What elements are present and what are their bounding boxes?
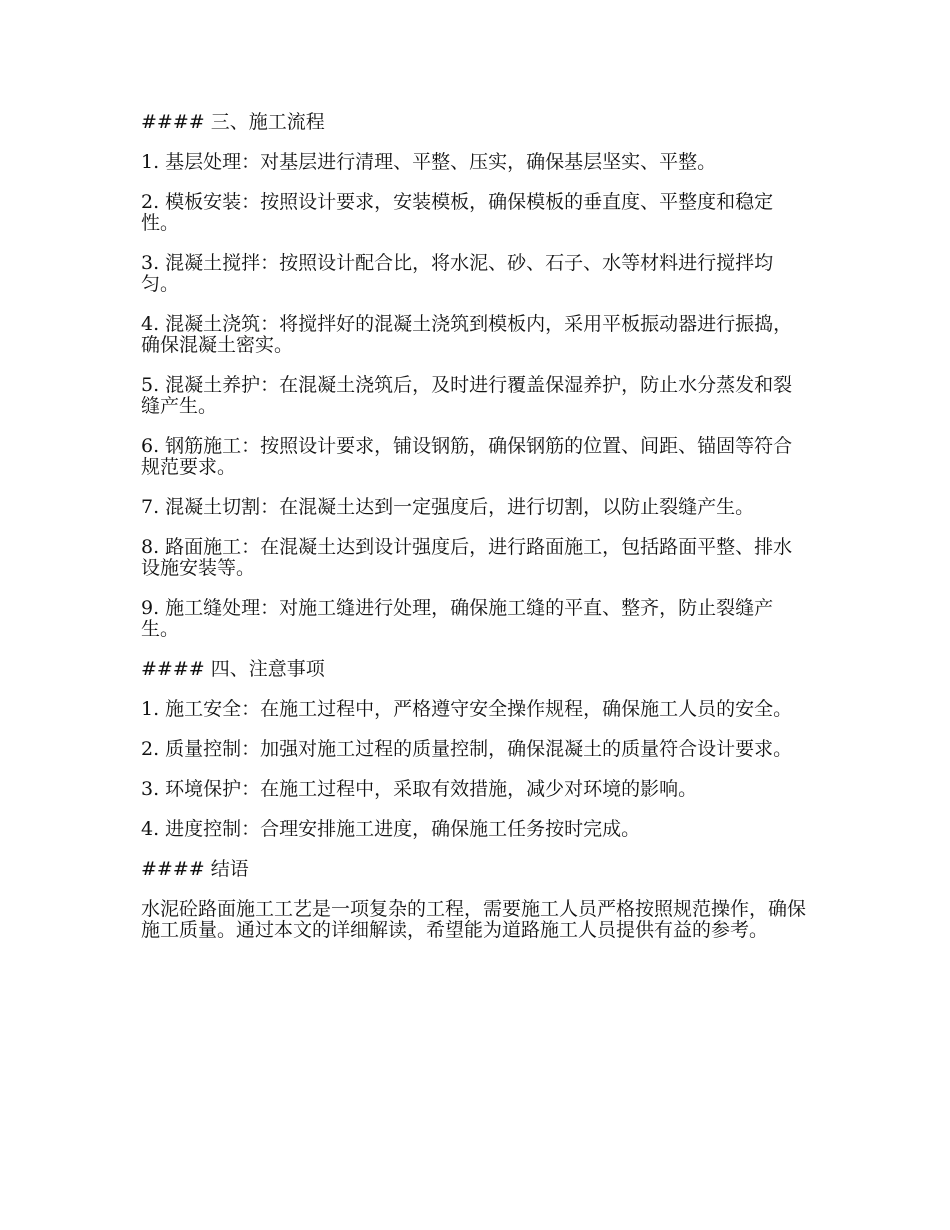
list-item-construction-safety: 1. 施工安全：在施工过程中，严格遵守安全操作规程，确保施工人员的安全。	[141, 698, 793, 720]
section-heading-construction-process: #### 三、施工流程	[141, 111, 325, 133]
section-heading-precautions: #### 四、注意事项	[141, 658, 325, 680]
list-item-pavement-construction: 8. 路面施工：在混凝土达到设计强度后，进行路面施工，包括路面平整、排水设施安装等。	[141, 536, 793, 579]
list-item-concrete-mixing: 3. 混凝土搅拌：按照设计配合比，将水泥、砂、石子、水等材料进行搅拌均匀。	[141, 252, 774, 295]
list-item-concrete-cutting: 7. 混凝土切割：在混凝土达到一定强度后，进行切割，以防止裂缝产生。	[141, 496, 755, 518]
list-item-concrete-curing: 5. 混凝土养护：在混凝土浇筑后，及时进行覆盖保湿养护，防止水分蒸发和裂缝产生。	[141, 374, 793, 417]
document-page	[141, 112, 806, 960]
list-item-environmental-protection: 3. 环境保护：在施工过程中，采取有效措施，减少对环境的影响。	[141, 778, 698, 800]
list-item-concrete-pouring: 4. 混凝土浇筑：将搅拌好的混凝土浇筑到模板内，采用平板振动器进行振捣，确保混凝土密实。	[141, 313, 793, 356]
list-item-schedule-control: 4. 进度控制：合理安排施工进度，确保施工任务按时完成。	[141, 818, 641, 840]
list-item-rebar-construction: 6. 钢筋施工：按照设计要求，铺设钢筋，确保钢筋的位置、间距、锚固等符合规范要求。	[141, 435, 793, 478]
list-item-quality-control: 2. 质量控制：加强对施工过程的质量控制，确保混凝土的质量符合设计要求。	[141, 738, 793, 760]
list-item-formwork-installation: 2. 模板安装：按照设计要求，安装模板，确保模板的垂直度、平整度和稳定性。	[141, 191, 774, 234]
list-item-joint-treatment: 9. 施工缝处理：对施工缝进行处理，确保施工缝的平直、整齐，防止裂缝产生。	[141, 597, 774, 640]
conclusion-paragraph: 水泥砼路面施工工艺是一项复杂的工程，需要施工人员严格按照规范操作，确保施工质量。通过本文的详细解读，希望能为道路施工人员提供有益的参考。	[141, 898, 807, 941]
section-heading-conclusion: #### 结语	[141, 858, 249, 880]
list-item-base-treatment: 1. 基层处理：对基层进行清理、平整、压实，确保基层坚实、平整。	[141, 151, 717, 173]
